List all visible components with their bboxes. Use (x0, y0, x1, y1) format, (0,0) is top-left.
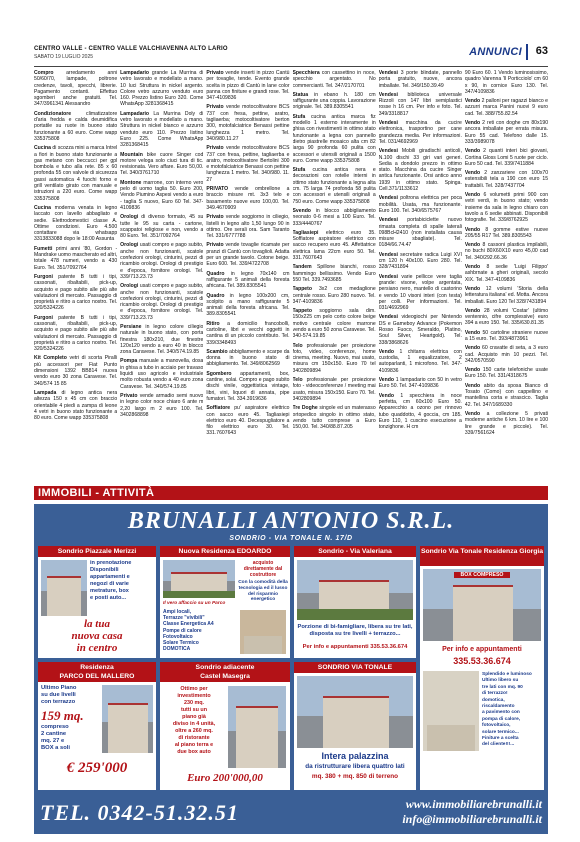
ad-text: 3 porte blindate, pannello porta gratuito, nuove, ancora imballate. Tel. 349/150.39.49 (378, 70, 462, 89)
ad-keyword: Vendo (464, 170, 481, 177)
ad-text: in blocco abbigliamento neonato 0-6 mesi a 100 Euro. Tel. 333/4440767 (292, 207, 376, 227)
ad-keyword: Vendo (464, 226, 481, 233)
classified-ad (206, 145, 289, 183)
ad-text: Spillone bianchi, rosso fiammingo bellissimo. Vendo Euro 550 Tel. 339.7493685 (292, 264, 376, 283)
classified-ad (34, 205, 117, 243)
edoardo-badge: acquisto direttamente dal costruttore (243, 560, 283, 578)
ad-keyword: Orologi (120, 242, 139, 249)
classified-ad (379, 120, 462, 145)
mallero-size: 159 mq. (41, 708, 84, 723)
ad-text: 6 volumetti primi 900 con vetri verdi, in buono stato; vendo insieme da sala in legno chiaro con tavolo a 6 sedie abbinati. Disponibili fotografie. Tel. 339/8762925 (464, 192, 548, 224)
classified-ad (379, 349, 462, 374)
ad-text: 2 quanti interi bici giovani, Cortina Gloss Lomi 5 ruote per ciclo. Euro 50 cad. Tel. 339/7411884 (464, 148, 548, 167)
ad-keyword: Ritiro (206, 320, 220, 327)
classified-ad (206, 371, 289, 402)
masegra-price: Euro 200'000,00 (187, 772, 263, 784)
classified-ad (379, 148, 462, 192)
ad-keyword: Orologi (120, 283, 139, 290)
ad-keyword: Privato (206, 145, 224, 152)
ad-text: di scozza mini a marca Intrel a fiori in buono stato funzionante a gas metano con beccucci per gpl bombola e tubo alla rete. 85 x 60 profonda 55 con valvole di sicurezza gassi automatica 4 fuochi forno e grill ventilato girato con manuale e istruzioni a 220 euro. Come wapp 335375808 (34, 145, 118, 202)
classified-ad (34, 355, 117, 386)
ad-keyword: Mountain (120, 151, 143, 158)
ad-text: secretaire radica Luigi XVI cm 120 h 40x100. Euro 280. Tel. 328/7431894 (378, 251, 462, 271)
ad-keyword: Vendo (464, 410, 481, 417)
ad-text: di diverso formato, 45 su tutte le 95 su carta - cartone, scappatoi religiose e non, vendo a 80 Euro. Tel. 351/7092764 (120, 214, 204, 240)
classified-ad (465, 308, 548, 327)
ad-keyword: Vendesi (378, 91, 398, 98)
card-title: Residenza PARCO DEL MALLERO (38, 662, 156, 682)
ad-keyword: Lampada (34, 389, 57, 396)
agency-advert (34, 504, 548, 834)
ad-text: moderna venata in legno laccato con lavello abbagliato e sedie. Elettrodomestici classe A. Ottime condizioni. Euro 4.500 contattare via whatsapp 3313833088 dopo le 18:00 Assunta (34, 204, 118, 243)
ad-keyword: Quadro (206, 270, 225, 277)
classified-ad (465, 264, 548, 283)
classified-ad (120, 70, 203, 108)
ad-keyword: Tappeto (292, 286, 312, 293)
classified-ad (120, 283, 203, 321)
ad-keyword: Vendo (464, 192, 481, 199)
classified-ad (120, 358, 203, 389)
ads-column (120, 70, 203, 478)
classified-ad (206, 405, 289, 436)
ad-keyword: Privato (206, 242, 224, 249)
ad-keyword: Vendesi (378, 148, 398, 155)
ad-keyword: Specchiera (292, 70, 320, 76)
card-title: Nuova Residenza EDOARDO (160, 546, 290, 557)
classified-ad (34, 70, 117, 108)
ad-keyword: Vendesi (378, 251, 398, 258)
ad-text: 3x2 con medaglione centrale rosso. Euro 280 nuovo. Tel. 347-4109836 (292, 286, 376, 305)
ad-text: 2 zanzariere con 100x70 estensibili tela a 190 con euro 15 trattabili. Tel. 328/7437704 (464, 170, 548, 189)
ad-text: di legno antica nera altezza 150 x 45 cm con braccio orientabile 4 piedi a zampa di leone 4 vetri in buono stato funzionante a 80 euro. Come wapp 335375808 (34, 389, 118, 422)
ad-keyword: Statua (292, 91, 309, 98)
ad-text: vende ombrellone a braccio misure mt. 3x3 telo e basamento nuove euro 100,00. Tel. 349.4670909 (206, 186, 290, 211)
ad-keyword: Condizionatore (34, 110, 72, 117)
ad-text: 90 Euro 60. 1 Vendo luminosissimo, quadro Varenna 'Il Porticciolo' cm 60 x 90, in cornice Euro 130. Tel. 347/4109836 (464, 70, 548, 95)
classified-ad (465, 367, 548, 380)
ad-keyword: Tandem (292, 264, 312, 271)
classified-ad (293, 230, 376, 261)
building-photo (297, 676, 413, 748)
ad-keyword: Stufa (292, 167, 306, 174)
classified-ad (206, 271, 289, 290)
ad-text: a domicilio francobolli, cartoline, libri e vecchi oggetti in cantina di un piccolo contributo. Tel. 339/3348493 (206, 320, 290, 346)
ad-text: 28 volumi 'Costar' (ultimo ventennio, cifre complessive) euro 394 a euro 150. Tel. 335/630.81.35 (464, 307, 548, 327)
card-merizzi[interactable] (38, 546, 156, 658)
ad-keyword: Tappeto (292, 308, 312, 315)
ad-text: usati compro e pago subito, anche non funzionanti, scatole confezioni orologi, cinturini, pezzi di ricambio orologi. Orologi di prestigio e d'epoca, fornitore orologi. Tel. 339/713.23.73 (120, 283, 204, 321)
card-giorgia[interactable] (420, 546, 544, 790)
ad-keyword: Persiane (120, 323, 142, 330)
ad-text: portabiciclette nuovo rimasta completa di spalle laterali 098BcH2410 (non installata causa misure sbagliate). Tel. 0184/66.74.47 (378, 217, 462, 249)
page-number: 63 (535, 45, 548, 57)
classified-ad (465, 330, 548, 343)
ad-text: singole ed un materasso ortopedico singolo in ottimo stato, vendo tutto comprese a Euro 150,00. Tel. 340/88.87.205 (292, 405, 376, 431)
tonale-text-2: da ristrutturare libera quattro lati (305, 763, 405, 770)
classified-ad (293, 70, 376, 89)
classified-ad (465, 242, 548, 261)
ad-keyword: Tre Doghe (292, 405, 318, 412)
ad-text: vende soggiorno in ciliegio, listelli in legno alto 1,50 lungo 90 in ottimo. Ore serali ora. Sam Taranto Tel. 331/6777788 (206, 214, 290, 240)
ad-text: varie pellicce vere taglia grande: visone, volpe argentata, persiano nero, mantello di castorino e vendo 10 visoni interi (con testa) per colli. Per informazioni. Tel. 031/4692969 (378, 273, 462, 312)
ad-keyword: Svendo (292, 207, 311, 214)
ad-text: Mobili giradischi anticoli, N.100 dischi 33 giri vari generi. Sedia a dondolo prezzo in ottimo stato. Macchina da cucire Singer antica funzionante. Orsi antico anno 1939 in ottimo stato. Spinga. Cell.371/1133612 (378, 148, 462, 193)
agency-web (402, 797, 542, 827)
ad-text: pu' aspiratore elettrico con sacco euro 45. Tagliasiepi elettrico euro 40. Decespugliatore a filo elettrico euro 30. Tel. 331.7607643 (206, 405, 290, 437)
classified-ad (293, 167, 376, 205)
valeriana-text: Porzione di bi-famigliare, libera su tre lati, disposta su tre livelli + terrazzo... (297, 624, 413, 637)
ad-text: 12 volumi 'Storia della letteratura italiana' ed. Motta. Ancora imballati. Euro 120 Tel 328/7431894 (464, 285, 548, 305)
classified-ad (293, 208, 376, 227)
ad-keyword: Sgombero (206, 370, 232, 377)
agency-name: BRUNALLI ANTONIO S.R.L. (127, 508, 455, 534)
giorgia-badge: BOX COMPRESO (454, 572, 510, 578)
classified-ad (120, 324, 203, 355)
classified-ad (120, 111, 203, 149)
classified-ad (293, 264, 376, 283)
building-render (163, 560, 235, 598)
ad-text: professionale per proiezione foto, video, conferenze, home cinema, meeting. Nuovo, mai usato, misura cm 150x150. Euro 70 tel 3402809894 (292, 342, 376, 374)
classified-ad (465, 345, 548, 364)
ad-keyword: Fumetti (34, 245, 53, 252)
classified-ad (120, 214, 203, 239)
card-title: Sondrio Piazzale Merizzi (38, 546, 156, 557)
section-band (34, 486, 548, 500)
classified-ads (34, 70, 548, 478)
ad-keyword: Pompa (120, 358, 138, 365)
ad-keyword: Tagliasiepi (292, 229, 319, 236)
classified-ad (206, 349, 289, 368)
ad-keyword: PRIVATO (206, 186, 229, 193)
card-title: Sondrio - Via Valeriana (294, 546, 416, 557)
classified-ad (206, 70, 289, 101)
classified-ad (465, 170, 548, 189)
ad-keyword: Vendo (464, 120, 481, 127)
ad-keyword: Lampadario (120, 110, 150, 117)
ad-text: 1 specchiera in noce perfetta, cm 60x100 Euro 50. Apparecchio a ozono per rinnovo tubo quaddotto, 4 goccia, cm 185. Euro 110, 1 cuscino esecuzione a tonzighone. H cm (378, 392, 462, 431)
ad-text: vende motocoltivatore BCS 737 con fresa, pettine, aratro, tagliaerba; motocoltivatore berton 300, motofalciatrice Benassi pettine lunghezza 1 metro. Tel. 340/980.11.27 (206, 104, 290, 142)
classified-ad (379, 274, 462, 312)
classified-ad (379, 377, 462, 390)
ad-keyword: Vendo (464, 148, 481, 155)
ad-text: 1 lampadario con 50 in vetro Euro 50. Tel. 347-4109836 (378, 377, 462, 390)
ad-text: vende motocoltivatore BCS 737 con fresa, pettine, tagliaerba e aratro, motocoltivatore Bertolini 300 e motofalciatrice Benassi con pettine lunghezza 1 metro. Tel. 340/980. 11. 27 (206, 145, 290, 183)
house-photo (297, 560, 413, 620)
agency-contact-bar (34, 794, 548, 834)
ad-keyword: Compro (34, 70, 54, 76)
classified-ad (465, 383, 548, 408)
ad-text: 8 sedie 'Luigi Filippo' ashbrnate a gheri originali, secolo XIX. Tel. 347-4109836 (464, 264, 548, 283)
ad-text: La Murrina Doly di vetro lavorato e modellato a mano. Struttura in nickel bianco e azzurro venduto euro 110. Prezzo listino Euro 225. Come WhatsApp 3281368415 (120, 110, 204, 149)
classified-ad (120, 180, 203, 211)
ad-text: vende inserti in pizzo Cantù per tovaglie, tende. Evento grande scelta in pizzo di Cantù in lane color panna con finiture e grandi rose. Tel. 347-4109836 (206, 70, 290, 102)
classified-ad (293, 343, 376, 374)
ad-keyword: Vendo (464, 382, 481, 389)
ad-text: vetri di scorta Piralli più accessori per Fiat Punto dimensioni 1392 BB814 nuova vendo euro 30 zona Caravese. Tel. 340/574 15 85 (34, 355, 118, 387)
classified-ad (465, 98, 548, 117)
building-photo (41, 560, 87, 616)
ad-keyword: Furgoni (34, 273, 53, 280)
classified-ad (379, 195, 462, 214)
agency-email-link[interactable]: info@immobiliarebrunalli.it (402, 812, 542, 826)
ads-column (465, 70, 548, 478)
valeriana-contact: Per info e appuntamenti 335.53.36.674 (302, 644, 408, 650)
ad-text: abbigliamento e scarpe da donna in buono stato di abbigliamento. Tel. 349/8062569 (206, 348, 290, 368)
ad-text: poltrona elettrica per poca mobilità. Usata, ma funzionante. Euro 100. Tel. 340/6575767 (378, 195, 462, 214)
ads-column (206, 70, 289, 478)
classified-ad (120, 393, 203, 418)
publication-date: SABATO 19 LUGLIO 2025 (34, 54, 94, 60)
classified-ad (465, 148, 548, 167)
classified-ad (379, 92, 462, 117)
ad-keyword: Vendo (464, 345, 481, 352)
ad-keyword: Vendo (464, 264, 481, 271)
classified-ad (379, 314, 462, 345)
ad-keyword: Scambio (206, 348, 228, 355)
ad-keyword: Vendo (464, 329, 481, 336)
classified-ad (34, 111, 117, 142)
ad-text: 8 cassoni plastica impilabili, no buchi 80X60X10 euro 45,00 cad Tel. 340/292.66.36 (464, 242, 548, 261)
ad-text: climatizzatore d'aria fredda e calda deumidifica portatile su ruote in buono stato funzionante a 60 euro. Come wapp 335375808 (34, 110, 118, 142)
ad-keyword: Vendesi (378, 314, 398, 321)
mallero-lines: Ultimo Piano su due livelli con terrazzo (41, 685, 77, 705)
tonale-text-1: Intera palazzina (321, 751, 389, 761)
ad-keyword: Vendo (464, 307, 481, 314)
edoardo-features: Ampi locali, Terrazze "vivibili" Classe Energetica A4 Pompe di calore Fotovoltaico Solare Termico DOMOTICA (163, 609, 214, 653)
ad-keyword: Montone (120, 179, 142, 186)
building-photo (102, 685, 153, 753)
tonale-text-3: mq. 380 + mq. 850 di terreno (311, 773, 399, 780)
mallero-price: € 259'000 (66, 760, 128, 776)
ad-text: soggiorno sala dim. 150x225 cm pelo corto colore beige motivo centrale colore marrone vendo a euro 50 zona Caravese. Tel. 340-574.19.85 (292, 308, 376, 340)
card-mallero[interactable] (38, 662, 156, 790)
card-title: Sondrio Via Tonale Residenza Giorgia (420, 546, 544, 566)
ads-column (379, 70, 462, 478)
ad-text: biblioteca universale Rizzoli con 147 libri semiplastici rosse h 16 cm. Per info e foto. Tel. 349/3318817 (378, 91, 462, 117)
ad-text: 1 chitarra elettrica con custodia, 1 equalizzatore, 2 autoparlanti, 1 microfono. Tel. 347-4109836 (378, 348, 462, 374)
ad-text: 2 palloni per ragazzi bianco e azzurri marca Panini nuovi 9 euro cad. Tel. 388/755.82.54 (464, 98, 548, 117)
ad-keyword: Furgoni (34, 314, 53, 321)
ads-column (34, 70, 117, 478)
ad-text: elettrico euro 35. Soffiatore aspiratore elettrico con sacco recupero euro 45. Affettatrice elettrica lama 22cm euro 50. Tel. 331.7607643 (292, 229, 376, 262)
merizzi-lines: in prenotazione Disponibili appartamenti e negozi di varie metrature, box e posti auto... (90, 560, 132, 601)
card-title: Sondrio adiacente Castel Masegra (160, 662, 290, 682)
header-rule (34, 66, 548, 67)
card-title: SONDRIO VIA TONALE (294, 662, 416, 673)
page-header (34, 44, 548, 64)
ad-keyword: Vendesi (378, 195, 398, 202)
classified-ad (465, 120, 548, 145)
agency-phone[interactable]: TEL. 0342-51.32.51 (40, 800, 239, 825)
ad-text: 50 cartoline straniere nuove a 15 euro. Tel. 393/4873961 (464, 329, 548, 342)
ad-keyword: Vendo (378, 392, 394, 399)
building-photo (228, 686, 286, 768)
ad-text: 2 reti con doghe cm 80x190 ancora imballate per errata misura. Euro 55 cad. Telefono dalle 15. 333/3989078 (464, 120, 548, 145)
ad-text: bike cuore Singer cod motore veloga solo ciuci tura di tic. revisionata. Vero affare. Euro 50,00. Tel. 340/3761710 (120, 151, 204, 177)
ad-text: patente B tutti i tipi, cassonati, ribaltabili, pick-up, acquisto e pago subito alle più alte valutazioni di mercato. Passaggio di proprietà e ritiro a carico nostro. Tel. 320/5324226 (34, 273, 118, 312)
classified-ad (34, 274, 117, 312)
classified-ad (379, 217, 462, 248)
ad-keyword: Vendo (464, 285, 481, 292)
ad-keyword: Orologi (120, 214, 139, 221)
ad-text: videogiochi per Nintendo DS e Gameboy Advance (Pokemon Rosso Fuoco, Smeraldo, Platino, Soul Silver, Heartgold). Tel. 338/3868626 (378, 314, 462, 346)
classified-ad (293, 286, 376, 305)
mallero-extras: compreso 2 cantine mq. 27 e BOX a soli (41, 724, 70, 751)
ad-keyword: Vendo (378, 348, 394, 355)
ad-text: in legno colore ciliegio naturale in buono stato, con porta finestra 180x210, due finestre 120x120 vendo a euro 40 in blocco zona Caravese. Tel. 340/574.19.85 (120, 323, 204, 356)
classified-ad (293, 92, 376, 111)
interior-photo (423, 671, 479, 751)
ad-keyword: Kit Completo (34, 355, 67, 362)
ad-keyword: Privato (206, 70, 224, 76)
ad-text: a collezione 5 privati moderne antiche 6 km. 10 lire e 100 lire grande e piccole). Tel. 339/7561624 (464, 410, 548, 436)
classified-ad (34, 390, 117, 421)
classified-ad (379, 393, 462, 431)
ad-text: appartamenti, box, cantine, solai. Compro e pago subito dischi vinile, oggettistica vintage, libri, vini, liquori di annata, pipe fumatori. Tel. 334.3919636 (206, 370, 290, 402)
classified-ad (293, 405, 376, 430)
giorgia-features: Splendido e luminoso Ultimo libero su tre lati con mq. 90 di terrazzo! domotica, riscaldamento a pavimento con pompa di calore, fotovoltaico, solare termico... Finiture a scelta del cliente!!!... (482, 672, 532, 748)
classified-ad (34, 315, 117, 353)
classified-ad (465, 286, 548, 305)
agency-address: SONDRIO - VIA TONALE N. 17/D (229, 535, 353, 542)
classified-ad (34, 145, 117, 202)
ad-text: in ebano h. 180 cm raffigurante una coppia. Lavorazione originale. Tel. 389.8305541 (292, 91, 376, 111)
ad-text: professionale per proiezione foto - videoconferenze / meeting mai usato, misura 150x150. Euro 70. Tel. 3402809894 (292, 377, 376, 402)
ad-keyword: Quadro (206, 292, 225, 299)
giorgia-contact-phone: 335.53.36.674 (453, 656, 511, 666)
ad-text: marrone, con interno vero pelo di uomo taglia 50. Euro 200, Vendo Piumino Aspesi vendo a euro - taglia S nuovo, Euro 60 Tel. 347-4109836 (120, 179, 204, 211)
classified-ad (120, 242, 203, 280)
giorgia-contact-label: Per info e appuntamenti (442, 646, 522, 653)
ad-keyword: Privato (120, 392, 138, 399)
ad-keyword: Stufa (292, 113, 306, 120)
interior-photo (240, 610, 286, 654)
classified-ad (293, 114, 376, 164)
ad-text: 150 carte telefoniche usate Euro 150. Tel. 331/4318675 (464, 367, 548, 380)
card-valeriana[interactable] (294, 546, 416, 658)
classified-ad (120, 152, 203, 177)
classified-ad (465, 227, 548, 240)
classified-ad (465, 411, 548, 436)
ad-text: cucina antica nera e decorazioni con rotelle interni in ottimo stato funzionante a legna alta cm. 75 larga 74 profonda 58 pulita con accessori e utensili originali a 750 euro. Come wapp 335375808 (292, 167, 376, 205)
ad-text: vende armadio semi nuovo in legno color noce chiaro 6 ante m 2,20 largo m 2 euro 100. Tel. 3402868898 (120, 392, 204, 418)
ads-column (293, 70, 376, 478)
classified-ad (206, 293, 289, 318)
ad-text: 60 cravatte di seta, a 3 euro cad. Acquisto min 10 pezzi. Tel. 342/0570590 (464, 345, 548, 364)
card-tonale[interactable] (294, 662, 416, 790)
classified-ad (206, 186, 289, 211)
ad-keyword: Telo (292, 377, 303, 384)
ad-text: grande La Murrina di vetro lavorato e modellato a mano. 10 luci Struttura in nickel argento. Colore vetro azzurro venduto euro 160. Prezzo listino Euro 320. Come WhatsApp 3281368415 (120, 70, 204, 108)
publication-name: CENTRO VALLE - CENTRO VALLE VALCHIAVENNA ALTO LARIO (34, 46, 228, 52)
ad-keyword: Vendesi (378, 120, 398, 127)
ad-keyword: Cucina (34, 145, 51, 152)
ad-keyword: Privato (206, 104, 224, 111)
ad-text: patente B tutti i tipi, cassonati, ribaltabili, pick-up, acquisto e pago subito alle più alte valutazioni di mercato. Passaggio di proprietà e ritiro a carico nostro. Tel. 320/5324226 (34, 314, 118, 353)
edoardo-domotica: Con la comodità della tecnologia ed il lusso del risparmio energetico (238, 580, 288, 603)
classified-ad (379, 252, 462, 271)
ad-keyword: Vendesi (378, 273, 398, 280)
ad-keyword: Vendo (464, 367, 481, 374)
ad-keyword: Vendo (464, 98, 481, 105)
ad-keyword: Soffiatore (206, 405, 231, 412)
ad-keyword: Vendesi (378, 217, 398, 224)
residence-photo (423, 569, 541, 641)
card-edoardo[interactable] (160, 546, 290, 658)
merizzi-tagline: la tua nuova casa in centro (71, 618, 123, 654)
classified-ad (293, 308, 376, 339)
ad-text: usati compro e pago subito, anche non funzionanti, scatole confezioni orologi, cinturini, pezzi di ricambio orologi. Orologi di prestigio e d'epoca, fornitore orologi. Tel. 339/713.23.73 (120, 242, 204, 280)
section-title: ANNUNCI (469, 46, 522, 58)
classified-ad (465, 70, 548, 95)
ad-keyword: Privato (206, 214, 224, 221)
ad-text: in legno 100x200 cm, scolpito a mano raffigurante 5 animali della foresta africana. Tel. 389.8305541 (206, 292, 290, 318)
classified-ad (293, 377, 376, 402)
ad-text: macchina da cucire elettronica, trasportino per cane grandezza media. Per informazioni. Tel. 031/4692969 (378, 120, 462, 145)
agency-website-link[interactable]: www.immobiliarebrunalli.it (405, 797, 542, 811)
classified-ad (206, 321, 289, 346)
ad-text: cucina antica marca fiz modello 1 esterno interamente in ghisa con rivestimenti in ottimo stato funzionante a legna con pannello dietro piastrelle mosaico alta cm 82 larga 90 profonda 60 pulita con accessori e utensili originali a 1500 euro. Come wapp 335375808 (292, 113, 376, 164)
ad-keyword: Vendo (464, 242, 481, 249)
classified-ad (206, 104, 289, 142)
ad-text: abito da sposa Bianco di Tosato (Como) con cappellino e mantellina corta e strascico. Taglia 42. Tel. 347/1689330 (464, 382, 548, 408)
ad-keyword: Vendesi (378, 70, 398, 76)
edoardo-quote: Il vero affaccio su un Parco (163, 601, 226, 606)
classified-ad (206, 242, 289, 267)
ad-text: in legno 70x140 cm raffigurante 5 animali della foresta africana. Tel. 389.8305541 (206, 270, 290, 290)
ad-keyword: Vendo (378, 377, 394, 384)
ad-text: arredamento anni 50/60/70, lampade, poltrone credenze, tavoli, specchi, librerie. Pagamento contanti. Effettuo sgomberi anche gratuiti. Tel. 347/3961341 Alessandro (34, 70, 118, 108)
ad-keyword: Cucina (34, 204, 51, 211)
ad-keyword: Lampadario (120, 70, 150, 76)
ad-keyword: Telo (292, 342, 303, 349)
classified-ad (379, 70, 462, 89)
classified-ad (206, 214, 289, 239)
classified-ad (465, 192, 548, 223)
ad-text: con cassettino in noce, specchio argentato. No commercianti. Tel. 347/2170701 (292, 70, 376, 89)
ad-text: 8 gomme estive nuove 205/55 R17 Tel. 389.8305543 (464, 226, 548, 239)
masegra-lines: Ottimo per investimento 230 mq. tutti su un piano già diviso in 4 unità, oltre a 260 mq. di ristorante al piano terra e due box auto (172, 686, 216, 755)
section-band-label: IMMOBILI - ATTIVITÀ (38, 487, 155, 499)
ad-text: manuale a manovella, dosa in ghisa a tubo in acciaio per travaso liquidi uso agricolo e industriale molto robusta vendo a 40 euro zona Caravese. Tel. 340/574.19.85 (120, 358, 204, 390)
classified-ad (34, 246, 117, 271)
card-masegra[interactable] (160, 662, 290, 790)
ad-text: vende tovaglie ricamate per pranzi di Cantù con tovaglioli. Adatta per un grande tavolo. Cotone beige. Euro 600. Tel. 339/4722708 (206, 242, 290, 268)
ad-text: primi anni '80, Gordon - Mandrake uomo mascherato ed altri, totale 478 numeri, vendo a 430 Euro. Tel. 351/7092764 (34, 245, 118, 271)
